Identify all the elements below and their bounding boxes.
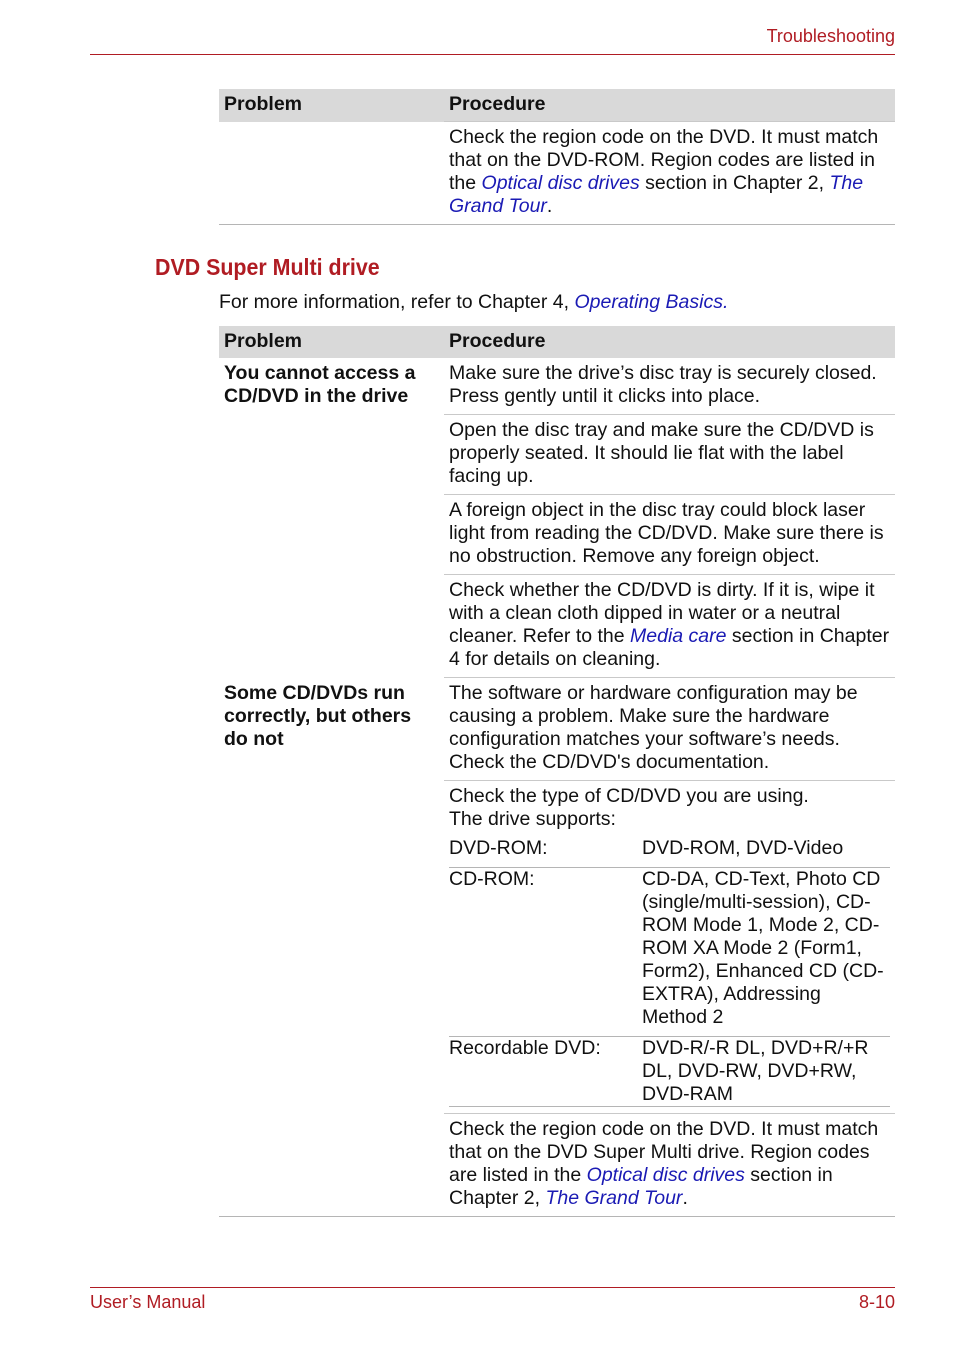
column-header-problem: Problem	[219, 89, 444, 122]
column-header-procedure: Procedure	[444, 326, 895, 358]
procedure-cell: A foreign object in the disc tray could block laser light from reading the CD/DVD. Make sure there is no obstruction. Remove any foreign object.	[444, 495, 895, 575]
supported-media-row	[449, 837, 890, 868]
column-header-procedure: Procedure	[444, 89, 895, 122]
problem-cell: You cannot access a CD/DVD in the drive	[224, 362, 416, 407]
procedure-cell	[444, 781, 895, 1114]
supported-media-row	[449, 1037, 890, 1107]
running-header: Troubleshooting	[766, 26, 895, 46]
problem-cell	[219, 122, 444, 225]
procedure-text: section in Chapter 4 for details on cleaning.	[449, 625, 890, 670]
table-row	[219, 122, 895, 225]
supported-media-row	[449, 868, 890, 1037]
procedure-cell	[444, 1114, 895, 1217]
footer-manual-title: User’s Manual	[90, 1292, 206, 1312]
problem-cell: Some CD/DVDs run correctly, but others do not	[219, 678, 444, 1217]
procedure-text: section in Chapter 2,	[449, 1164, 833, 1209]
media-formats: DVD-R/-R DL, DVD+R/+R DL, DVD-RW, DVD+RW, DVD-RAM	[642, 1037, 890, 1107]
procedure-text: Check the region code on the DVD. It must match that on the DVD-ROM. Region codes are listed in the	[449, 126, 879, 194]
link-the-grand-tour[interactable]: The Grand Tour	[545, 1187, 683, 1209]
table-header-row	[219, 326, 895, 358]
link-media-care[interactable]: Media care	[630, 625, 727, 647]
page-number: 8-10	[858, 1292, 895, 1312]
procedure-cell: Make sure the drive’s disc tray is securely closed. Press gently until it clicks into place.	[444, 358, 895, 415]
procedure-cell	[444, 122, 895, 225]
header-rule	[90, 54, 895, 55]
procedure-cell: Open the disc tray and make sure the CD/DVD is properly seated. It should lie flat with the label facing up.	[444, 415, 895, 495]
procedure-text: section in Chapter 2,	[639, 172, 830, 194]
table-row	[219, 358, 895, 415]
media-type: Recordable DVD:	[449, 1037, 642, 1107]
table-row	[219, 678, 895, 781]
link-optical-disc-drives[interactable]: Optical disc drives	[586, 1164, 745, 1186]
intro-text: For more information, refer to Chapter 4,	[219, 291, 575, 313]
procedure-text: .	[546, 195, 553, 217]
procedure-text: Check the type of CD/DVD you are using.	[449, 785, 809, 807]
column-header-problem: Problem	[219, 326, 444, 358]
link-the-grand-tour[interactable]: The Grand Tour	[449, 172, 864, 217]
link-operating-basics[interactable]: Operating Basics.	[574, 291, 729, 313]
procedure-cell	[444, 575, 895, 678]
procedure-text: Check whether the CD/DVD is dirty. If it is, wipe it with a clean cloth dipped in water or a neutral cleaner. Refer to the	[449, 579, 875, 647]
procedure-cell: The software or hardware configuration may be causing a problem. Make sure the hardware configuration matches your software’s needs. Check the CD/DVD's documentation.	[444, 678, 895, 781]
procedure-text: Check the region code on the DVD. It must match that on the DVD Super Multi drive. Region codes are listed in the	[449, 1118, 879, 1186]
section-intro	[219, 291, 728, 314]
footer-rule	[90, 1287, 895, 1288]
media-formats: DVD-ROM, DVD-Video	[642, 837, 890, 868]
procedure-text: The drive supports:	[449, 808, 616, 830]
procedure-text: .	[682, 1187, 688, 1209]
media-formats: CD-DA, CD-Text, Photo CD (single/multi-session), CD-ROM Mode 1, Mode 2, CD-ROM XA Mode 2 (Form1, Form2), Enhanced CD (CD-EXTRA), Addressing Method 2	[642, 868, 890, 1037]
media-type: CD-ROM:	[449, 868, 642, 1037]
media-type: DVD-ROM:	[449, 837, 642, 868]
section-heading: DVD Super Multi drive	[155, 254, 380, 280]
link-optical-disc-drives[interactable]: Optical disc drives	[481, 172, 640, 194]
table-header-row	[219, 89, 895, 122]
supported-media-list	[449, 837, 890, 1107]
dvd-problem-table	[219, 326, 895, 1217]
top-problem-table	[219, 89, 895, 225]
